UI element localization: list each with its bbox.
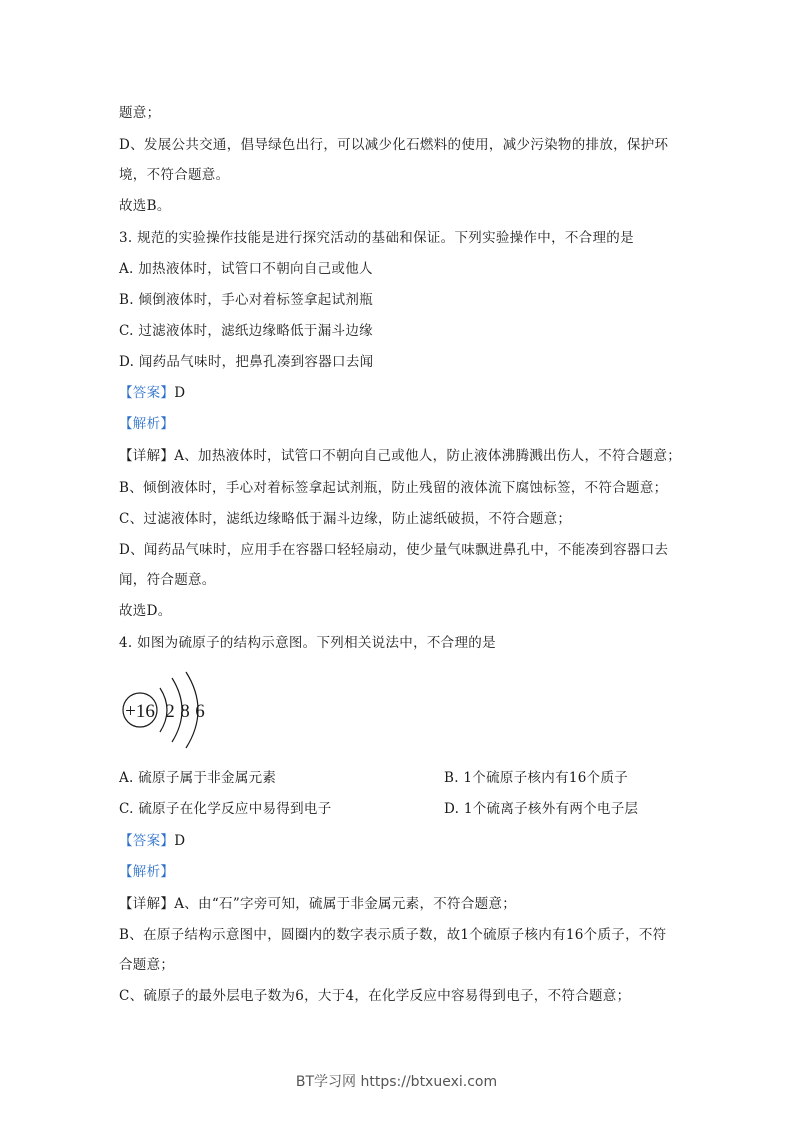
- answer-value: D: [174, 385, 186, 401]
- question-4-detail-b: B、在原子结构示意图中，圆圈内的数字表示质子数，故1个硫原子核内有16个质子，不符: [119, 927, 667, 943]
- text-line: 题意；: [119, 105, 161, 121]
- conclusion-text: 故选B。: [119, 198, 171, 214]
- answer-label: 【答案】: [119, 385, 175, 401]
- detail-text: A、由“石”字旁可知，硫属于非金属元素，不符合题意；: [174, 896, 517, 912]
- question-3-conclusion: 故选D。: [119, 603, 172, 619]
- footer-watermark: BT学习网 https://btxuexi.com: [295, 1074, 498, 1090]
- question-4-option-d: D. 1个硫离子核外有两个电子层: [444, 801, 639, 817]
- question-3-option-a: A. 加热液体时，试管口不朝向自己或他人: [119, 261, 373, 277]
- answer-value: D: [174, 833, 186, 849]
- question-4-answer: [119, 832, 185, 850]
- detail-label: 【详解】: [119, 896, 175, 912]
- sulfur-atom-diagram: [118, 668, 218, 752]
- question-3-detail-c: C、过滤液体时，滤纸边缘略低于漏斗边缘，防止滤纸破损，不符合题意；: [119, 511, 572, 527]
- question-3-stem: 3. 规范的实验操作技能是进行探究活动的基础和保证。下列实验操作中，不合理的是: [119, 230, 634, 246]
- question-3-detail-b: B、倾倒液体时，手心对着标签拿起试剂瓶，防止残留的液体流下腐蚀标签，不符合题意；: [119, 480, 668, 496]
- question-4-detail-b-cont: 合题意；: [119, 957, 175, 973]
- question-3-option-d: D. 闻药品气味时，把鼻孔凑到容器口去闻: [119, 354, 374, 370]
- answer-label: 【答案】: [119, 833, 175, 849]
- analysis-label: 【解析】: [119, 416, 175, 432]
- svg-text:8: 8: [180, 701, 190, 722]
- svg-text:2: 2: [165, 701, 175, 722]
- atom-structure-icon: [118, 668, 218, 752]
- detail-text: A、加热液体时，试管口不朝向自己或他人，防止液体沸腾溅出伤人，不符合题意；: [174, 448, 682, 464]
- text-line: 境，不符合题意。: [119, 167, 230, 183]
- question-3-detail-a: [119, 447, 681, 465]
- question-4-detail-a: [119, 895, 516, 913]
- question-4-stem: 4. 如图为硫原子的结构示意图。下列相关说法中，不合理的是: [119, 635, 496, 651]
- question-3-detail-d-cont: 闻，符合题意。: [119, 572, 216, 588]
- text-line: D、发展公共交通，倡导绿色出行，可以减少化石燃料的使用，减少污染物的排放，保护环: [119, 137, 669, 153]
- question-4-option-a: A. 硫原子属于非金属元素: [119, 770, 277, 786]
- analysis-label: 【解析】: [119, 864, 175, 880]
- question-3-answer: [119, 384, 185, 402]
- question-3-option-b: B. 倾倒液体时，手心对着标签拿起试剂瓶: [119, 292, 374, 308]
- svg-text:+16: +16: [125, 701, 155, 722]
- question-3-option-c: C. 过滤液体时，滤纸边缘略低于漏斗边缘: [119, 323, 373, 339]
- detail-label: 【详解】: [119, 448, 175, 464]
- svg-text:6: 6: [195, 701, 205, 722]
- question-3-detail-d: D、闻药品气味时，应用手在容器口轻轻扇动，使少量气味飘进鼻孔中，不能凑到容器口去: [119, 542, 669, 558]
- question-4-detail-c: C、硫原子的最外层电子数为6，大于4，在化学反应中容易得到电子，不符合题意；: [119, 988, 631, 1004]
- question-4-option-c: C. 硫原子在化学反应中易得到电子: [119, 801, 332, 817]
- question-4-option-b: B. 1个硫原子核内有16个质子: [444, 770, 629, 786]
